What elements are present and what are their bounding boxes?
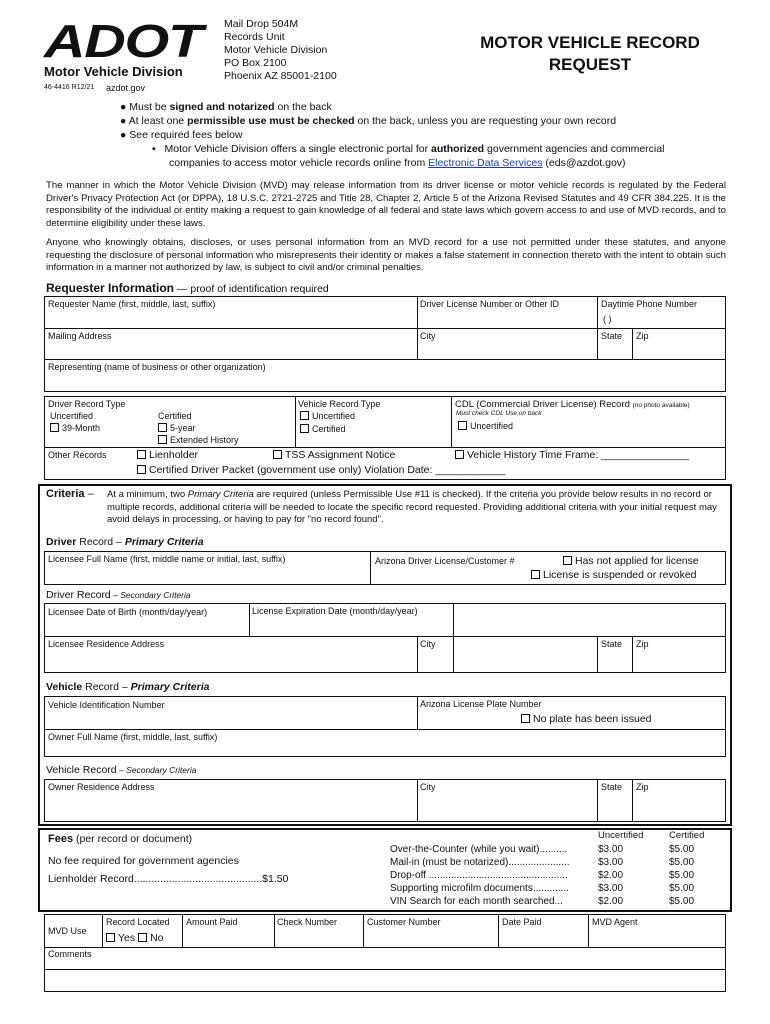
requester-state-field[interactable]: State (601, 331, 623, 341)
checkbox-icon[interactable] (458, 421, 467, 430)
year5-option[interactable]: 5-year (158, 423, 196, 433)
checkbox-icon[interactable] (300, 411, 309, 420)
address-line: PO Box 2100 (224, 57, 287, 69)
no-fee-note: No fee required for government agencies (48, 855, 239, 867)
address-line: Motor Vehicle Division (224, 44, 328, 56)
no-option[interactable]: No (138, 932, 163, 944)
form-number: 46-4416 R12/21 (44, 84, 95, 91)
owner-name-field[interactable]: Owner Full Name (first, middle, last, suffix) (48, 732, 218, 742)
requester-box (44, 296, 726, 392)
driver-secondary-box (44, 603, 726, 673)
form-title (470, 32, 710, 76)
driver-secondary-heading: Driver Record – Secondary Criteria (46, 589, 191, 601)
amount-paid-field[interactable]: Amount Paid (186, 917, 238, 927)
not-applied-option[interactable]: Has not applied for license (563, 555, 699, 567)
licensee-city-field[interactable]: City (420, 639, 436, 649)
representing-field[interactable]: Representing (name of business or other organization) (48, 362, 266, 372)
vin-field[interactable]: Vehicle Identification Number (48, 700, 165, 710)
comments-field[interactable]: Comments (48, 949, 92, 959)
plate-field[interactable]: Arizona License Plate Number (420, 699, 542, 709)
requester-city-field[interactable]: City (420, 331, 436, 341)
vr-certified-option[interactable]: Certified (300, 424, 346, 434)
sub-bullet-item: companies to access motor vehicle records online from Electronic Data Services (eds@azdot.gov) (169, 157, 626, 169)
col-uncertified: Uncertified (598, 830, 644, 841)
checkbox-icon[interactable] (106, 933, 115, 942)
col-certified: Certified (669, 830, 705, 841)
lienholder-fee: Lienholder Record............................................$1.50 (48, 873, 289, 885)
licensee-zip-field[interactable]: Zip (636, 639, 649, 649)
title-line: REQUEST (548, 55, 632, 74)
checkbox-icon[interactable] (50, 423, 59, 432)
mailing-address-block (224, 18, 337, 83)
address-line: Mail Drop 504M (224, 18, 299, 30)
logo-text: ADOT (44, 15, 202, 67)
fees-heading: Fees (per record or document) (48, 833, 193, 845)
checkbox-icon[interactable] (300, 424, 309, 433)
fee-row: Mail-in (must be notarized)...................... $3.00 $5.00 (390, 857, 695, 868)
criteria-instructions: At a minimum, two Primary Criteria are required (unless Permissible Use #11 is checked). If the criteria you provide below results in no record or multiple records, additional criteria will be needed to locate the specific record requested. Providing additional criteria with your initial request may avoid delays in processing, or having to pay for "no record found". (107, 489, 717, 525)
suspended-option[interactable]: License is suspended or revoked (531, 569, 697, 581)
month39-option[interactable]: 39-Month (50, 423, 100, 433)
owner-address-field[interactable]: Owner Residence Address (48, 782, 155, 792)
uncertified-label: Uncertified (50, 411, 94, 421)
vehicle-primary-heading: Vehicle Record – Primary Criteria (46, 681, 210, 693)
checkbox-icon[interactable] (455, 450, 464, 459)
licensee-state-field[interactable]: State (601, 639, 623, 649)
cdl-note: Must check CDL Use on back (456, 410, 542, 417)
certified-label: Certified (158, 411, 192, 421)
other-records-label: Other Records (48, 450, 107, 460)
fee-row: Supporting microfilm documents............. $3.00 $5.00 (390, 883, 695, 894)
residence-address-field[interactable]: Licensee Residence Address (48, 639, 165, 649)
az-dl-field[interactable]: Arizona Driver License/Customer # (375, 556, 515, 566)
checkbox-icon[interactable] (138, 933, 147, 942)
requester-name-field[interactable]: Requester Name (first, middle, last, suffix) (48, 299, 216, 309)
cdl-uncertified-option[interactable]: Uncertified (458, 421, 513, 431)
vr-uncertified-option[interactable]: Uncertified (300, 411, 355, 421)
mvd-use-label: MVD Use (48, 926, 87, 936)
owner-state-field[interactable]: State (601, 782, 623, 792)
no-plate-option[interactable]: No plate has been issued (521, 713, 652, 725)
requester-zip-field[interactable]: Zip (636, 331, 649, 341)
tss-option[interactable]: TSS Assignment Notice (273, 449, 395, 461)
requester-dl-field[interactable]: Driver License Number or Other ID (420, 299, 560, 309)
cdl-record-label: CDL (Commercial Driver License) Record (no photo available) (455, 399, 690, 410)
requester-heading: Requester Information — proof of identification required (46, 281, 329, 295)
phone-area-code: ( ) (603, 314, 612, 324)
record-located-label: Record Located (106, 917, 170, 927)
cert-packet-option[interactable]: Certified Driver Packet (government use only) Violation Date: ____________ (137, 464, 505, 476)
fee-row: VIN Search for each month searched... $2.00 $5.00 (390, 896, 695, 907)
vehicle-history-option[interactable]: Vehicle History Time Frame: _______________ (455, 449, 689, 461)
extended-history-option[interactable]: Extended History (158, 435, 239, 445)
driver-primary-box (44, 551, 726, 585)
vehicle-secondary-heading: Vehicle Record – Secondary Criteria (46, 764, 197, 776)
date-paid-field[interactable]: Date Paid (502, 917, 542, 927)
sub-bullet-item: ▪ Motor Vehicle Division offers a single electronic portal for authorized government agencies and commercial (152, 143, 665, 155)
logo-subtitle: Motor Vehicle Division (44, 64, 183, 79)
driver-record-type-label: Driver Record Type (48, 399, 126, 409)
address-line: Phoenix AZ 85001-2100 (224, 70, 337, 82)
penalty-paragraph: Anyone who knowingly obtains, discloses, or uses personal information from an MVD record for a use not permitted under these statutes, and anyone requesting the disclosure of personal information who misrepresents their identity or makes a false statement in connection thereto with the intent to obtain such information in a manner not authorized by law, is subject to civil and/or criminal penalties. (46, 237, 726, 273)
checkbox-icon[interactable] (137, 465, 146, 474)
checkbox-icon[interactable] (273, 450, 282, 459)
eds-link[interactable]: Electronic Data Services (428, 157, 543, 169)
customer-number-field[interactable]: Customer Number (367, 917, 441, 927)
vehicle-record-type-label: Vehicle Record Type (298, 399, 381, 409)
checkbox-icon[interactable] (563, 556, 572, 565)
mailing-address-field[interactable]: Mailing Address (48, 331, 112, 341)
requester-phone-field[interactable]: Daytime Phone Number (601, 299, 698, 309)
driver-primary-heading: Driver Record – Primary Criteria (46, 536, 204, 548)
bullet-item: ● See required fees below (120, 129, 243, 141)
checkbox-icon[interactable] (531, 570, 540, 579)
record-located-options (106, 932, 164, 944)
instruction-bullets (120, 100, 664, 170)
website: azdot.gov (106, 83, 146, 93)
title-line: MOTOR VEHICLE RECORD (480, 33, 700, 52)
checkbox-icon[interactable] (521, 714, 530, 723)
fee-table (390, 843, 694, 908)
fee-row: Drop-off .................................................. $2.00 $5.00 (390, 870, 695, 881)
bullet-item: ● Must be signed and notarized on the back (120, 101, 332, 113)
check-number-field[interactable]: Check Number (277, 917, 338, 927)
bullet-item: ● At least one permissible use must be checked on the back, unless you are requesting your own record (120, 115, 617, 127)
lienholder-option[interactable]: Lienholder (137, 449, 198, 461)
vehicle-primary-box (44, 696, 726, 757)
dob-field[interactable]: Licensee Date of Birth (month/day/year) (48, 607, 208, 617)
adot-logo (44, 15, 202, 79)
record-types-box (44, 396, 726, 480)
vehicle-secondary-box (44, 779, 726, 822)
owner-zip-field[interactable]: Zip (636, 782, 649, 792)
licensee-name-field[interactable]: Licensee Full Name (first, middle name or initial, last, suffix) (48, 554, 286, 564)
fee-row: Over-the-Counter (while you wait).......... $3.00 $5.00 (390, 844, 695, 855)
dppa-paragraph: The manner in which the Motor Vehicle Division (MVD) may release information from its driver license or motor vehicle records is regulated by the Federal Driver's Privacy Protection Act (or DPPA), 18 U.S.C. 2721-2725 and Title 28, Chapter 2, Article 5 of the Arizona Revised Statutes and 49 CFR 384.225. It is the responsibility of the individual or entity making a request to gain knowledge of all federal and state laws which govern access to and use of MVD records, and to determine eligibility under these laws. (46, 180, 726, 229)
checkbox-icon[interactable] (158, 435, 167, 444)
checkbox-icon[interactable] (137, 450, 146, 459)
criteria-heading: Criteria – (46, 488, 94, 500)
mvd-use-box (44, 914, 726, 992)
owner-city-field[interactable]: City (420, 782, 436, 792)
mvd-agent-field[interactable]: MVD Agent (592, 917, 638, 927)
address-line: Records Unit (224, 31, 285, 43)
yes-option[interactable]: Yes (106, 932, 135, 944)
exp-date-field[interactable]: License Expiration Date (month/day/year) (252, 606, 418, 616)
checkbox-icon[interactable] (158, 423, 167, 432)
